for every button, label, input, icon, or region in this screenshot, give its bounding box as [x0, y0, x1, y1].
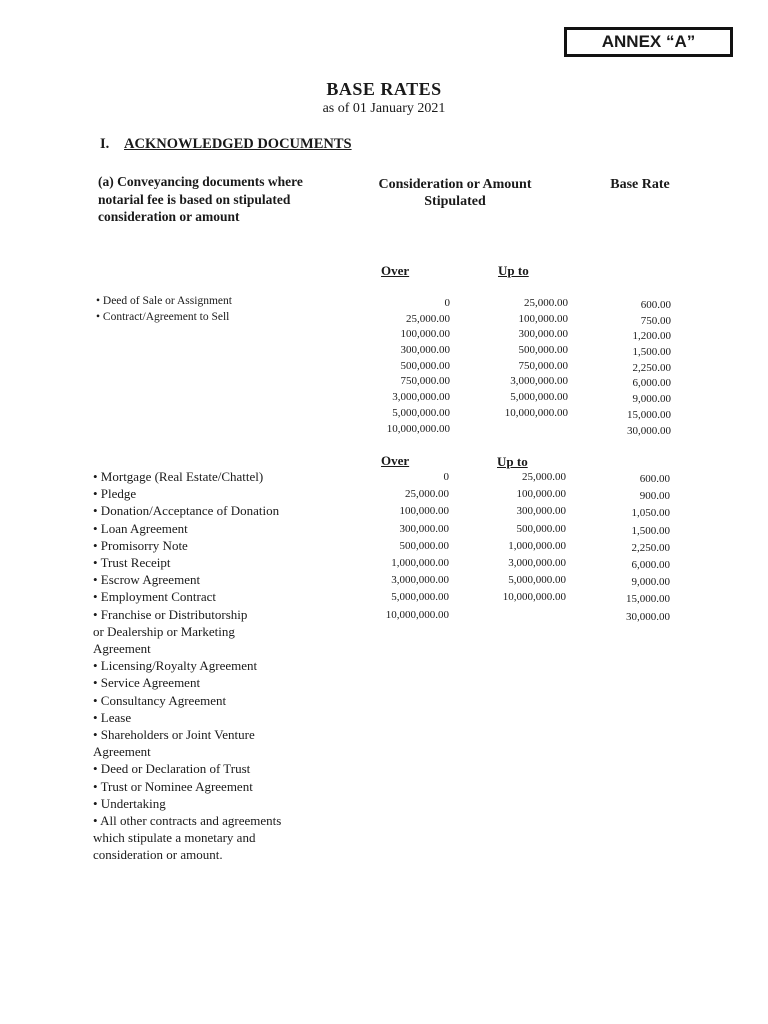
upto-value: 300,000.00 — [516, 505, 566, 518]
document-item: • Donation/Acceptance of Donation — [93, 503, 280, 519]
section-heading — [100, 136, 352, 153]
table2-upto-column — [465, 469, 566, 607]
base-rate-value: 1,050.00 — [631, 507, 670, 520]
upto-value: 750,000.00 — [518, 359, 568, 372]
upto-value: 100,000.00 — [518, 312, 568, 325]
upto-value: 100,000.00 — [516, 488, 566, 501]
base-rate-value: 1,500.00 — [632, 346, 671, 359]
base-rate-value: 600.00 — [639, 473, 670, 485]
document-item: consideration or amount. — [93, 847, 223, 863]
document-item: • Lease — [93, 709, 132, 725]
consideration-column-header: Consideration or Amount Stipulated — [378, 177, 532, 209]
over-value: 100,000.00 — [400, 328, 450, 341]
upto-value: 300,000.00 — [518, 328, 568, 341]
document-item: • Employment Contract — [93, 589, 216, 605]
table2-document-list — [93, 468, 333, 864]
table1-over-column — [350, 296, 450, 437]
base-rate-column-header: Base Rate — [610, 177, 670, 192]
base-rate-value: 2,250.00 — [631, 541, 670, 554]
over-value: 1,000,000.00 — [391, 556, 449, 569]
document-item: • Franchise or Distributorship — [93, 606, 248, 622]
base-rate-value: 9,000.00 — [632, 393, 671, 406]
document-item: • Promisorry Note — [93, 537, 188, 553]
base-rate-value: 6,000.00 — [631, 558, 670, 571]
document-item: Agreement — [93, 744, 151, 760]
base-rate-value: 30,000.00 — [627, 424, 671, 437]
over-value: 500,000.00 — [400, 359, 450, 372]
base-rate-value: 15,000.00 — [626, 593, 670, 606]
base-rate-value: 1,500.00 — [631, 524, 670, 537]
over-value: 100,000.00 — [399, 505, 449, 518]
subsection-a-title: (a) Conveyancing documents where notarial fee is based on stipulated consideration or amount — [98, 174, 303, 224]
base-rate-value: 6,000.00 — [632, 377, 671, 390]
document-item: • Escrow Agreement — [93, 572, 201, 588]
over-value: 300,000.00 — [399, 522, 449, 535]
section-title: ACKNOWLEDGED DOCUMENTS — [124, 136, 352, 152]
table2-over-header: Over — [381, 453, 410, 468]
table2-upto-header: Up to — [497, 454, 528, 469]
upto-value: 3,000,000.00 — [510, 375, 568, 388]
over-value: 10,000,000.00 — [385, 608, 449, 621]
base-rate-value: 900.00 — [639, 490, 670, 503]
section-number: I. — [100, 136, 110, 152]
base-rate-value: 30,000.00 — [626, 610, 670, 623]
upto-value: 5,000,000.00 — [508, 574, 566, 587]
base-rate-value: 9,000.00 — [631, 576, 670, 589]
annex-label: ANNEX “A” — [564, 27, 733, 57]
table1-base-rate-column — [585, 298, 671, 439]
over-value: 0 — [443, 471, 449, 483]
base-rate-value: 750.00 — [640, 314, 671, 327]
upto-value: 25,000.00 — [522, 471, 566, 483]
document-item: • Service Agreement — [93, 675, 201, 691]
base-rate-value: 2,250.00 — [632, 361, 671, 374]
document-item: • Undertaking — [93, 795, 166, 811]
table1-upto-header: Up to — [498, 263, 529, 278]
document-item: • Loan Agreement — [93, 520, 188, 536]
table1-over-header: Over — [381, 263, 410, 278]
document-item: • Trust or Nominee Agreement — [93, 778, 253, 794]
page-subtitle: as of 01 January 2021 — [322, 101, 446, 116]
document-item: • Trust Receipt — [93, 555, 171, 571]
document-item: Agreement — [93, 641, 151, 657]
over-value: 5,000,000.00 — [392, 406, 450, 419]
upto-value: 25,000.00 — [524, 297, 568, 309]
table2-over-column — [350, 469, 449, 624]
document-item: which stipulate a monetary and — [93, 830, 256, 846]
document-item: or Dealership or Marketing — [93, 623, 235, 639]
base-rate-value: 1,200.00 — [632, 330, 671, 343]
over-value: 300,000.00 — [400, 344, 450, 357]
over-value: 25,000.00 — [406, 312, 450, 325]
upto-value: 500,000.00 — [516, 522, 566, 535]
base-rate-value: 600.00 — [640, 299, 671, 311]
table2-base-rate-column — [585, 471, 670, 626]
upto-value: 3,000,000.00 — [508, 556, 566, 569]
document-item: • Shareholders or Joint Venture — [93, 727, 255, 743]
document-item: • Licensing/Royalty Agreement — [93, 658, 258, 674]
over-value: 3,000,000.00 — [391, 574, 449, 587]
over-value: 3,000,000.00 — [392, 391, 450, 404]
document-item: • Contract/Agreement to Sell — [96, 311, 230, 323]
table1-document-list — [96, 293, 232, 325]
page-title: BASE RATES — [326, 79, 442, 99]
upto-value: 10,000,000.00 — [504, 406, 568, 419]
over-value: 500,000.00 — [399, 539, 449, 552]
upto-value: 5,000,000.00 — [510, 391, 568, 404]
over-value: 25,000.00 — [405, 488, 449, 501]
over-value: 0 — [444, 297, 450, 309]
over-value: 10,000,000.00 — [386, 422, 450, 435]
over-value: 5,000,000.00 — [391, 591, 449, 604]
document-item: • Mortgage (Real Estate/Chattel) — [93, 469, 264, 484]
table1-upto-column — [465, 296, 568, 422]
document-item: • All other contracts and agreements — [93, 813, 282, 829]
base-rate-value: 15,000.00 — [627, 408, 671, 421]
over-value: 750,000.00 — [400, 375, 450, 388]
document-item: • Pledge — [93, 486, 137, 502]
document-item: • Deed of Sale or Assignment — [96, 295, 232, 307]
document-item: • Deed or Declaration of Trust — [93, 761, 251, 777]
upto-value: 500,000.00 — [518, 344, 568, 357]
upto-value: 10,000,000.00 — [502, 591, 566, 604]
document-item: • Consultancy Agreement — [93, 692, 227, 708]
upto-value: 1,000,000.00 — [508, 539, 566, 552]
